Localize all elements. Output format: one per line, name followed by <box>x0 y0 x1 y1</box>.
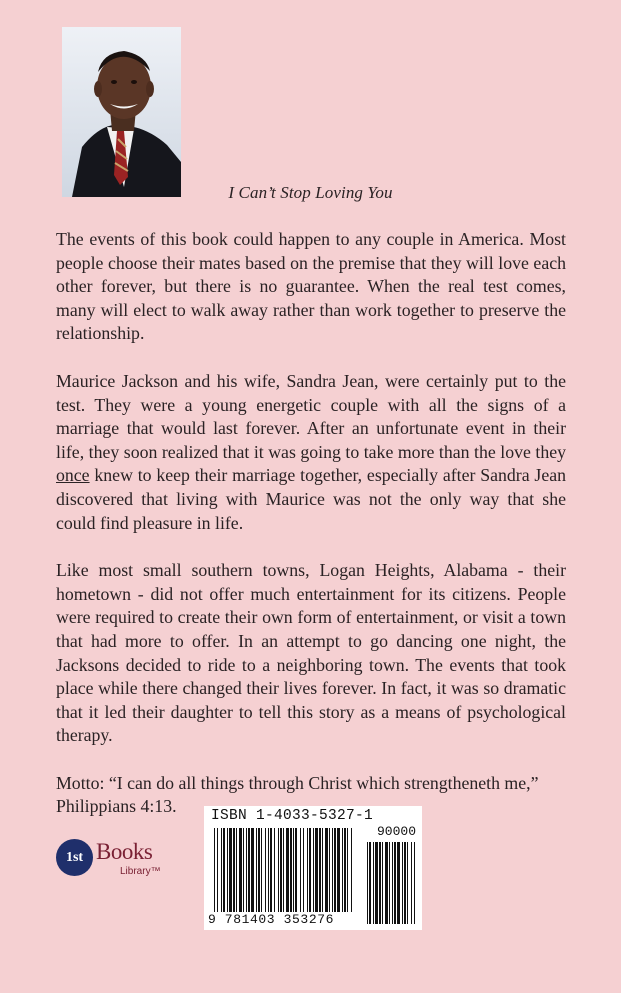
paragraph-2: Maurice Jackson and his wife, Sandra Jean, were certainly put to the test. They were a young energetic couple with all the signs of a marriage that would last forever. After an unfortunate event in their life, they soon realized that it was going to take more than the love they once knew to keep their marriage together, especially after Sandra Jean discovered that living with Maurice was not the only way that she could find pleasure in life. <box>56 370 566 533</box>
blurb <box>56 228 566 843</box>
logo-circle: 1st <box>56 839 93 876</box>
barcode-digits: 9 781403 353276 <box>208 912 335 927</box>
logo-brand: Books <box>96 839 153 864</box>
underlined-word: once <box>56 465 90 486</box>
paragraph-3: Like most small southern towns, Logan Heights, Alabama - their hometown - did not offer much entertainment for its citizens. People were required to create their own form of entertainment, or visit a town that had more to offer. In an attempt to go dancing one night, the Jacksons decided to ride to a neighboring town. The events that took place while there changed their lives forever. In fact, it was so dramatic that it led their daughter to tell this story as a means of psychological therapy. <box>56 560 566 746</box>
isbn-text: ISBN 1-4033-5327-1 <box>211 808 374 824</box>
barcode-addon: 90000 <box>376 824 416 839</box>
publisher-logo <box>56 836 176 884</box>
author-photo <box>62 27 181 197</box>
motto: Motto: “I can do all things through Christ which strengtheneth me,” Philippians 4:13. <box>56 772 539 817</box>
paragraph-1: The events of this book could happen to any couple in America. Most people choose their mates based on the premise that they will love each other forever, but there is no guarantee. When the real test comes, many will elect to walk away rather than work together to preserve the relationship. <box>56 229 566 344</box>
isbn-barcode <box>204 806 422 930</box>
book-title: I Can’t Stop Loving You <box>228 183 393 202</box>
logo-subtitle: Library™ <box>120 866 161 877</box>
